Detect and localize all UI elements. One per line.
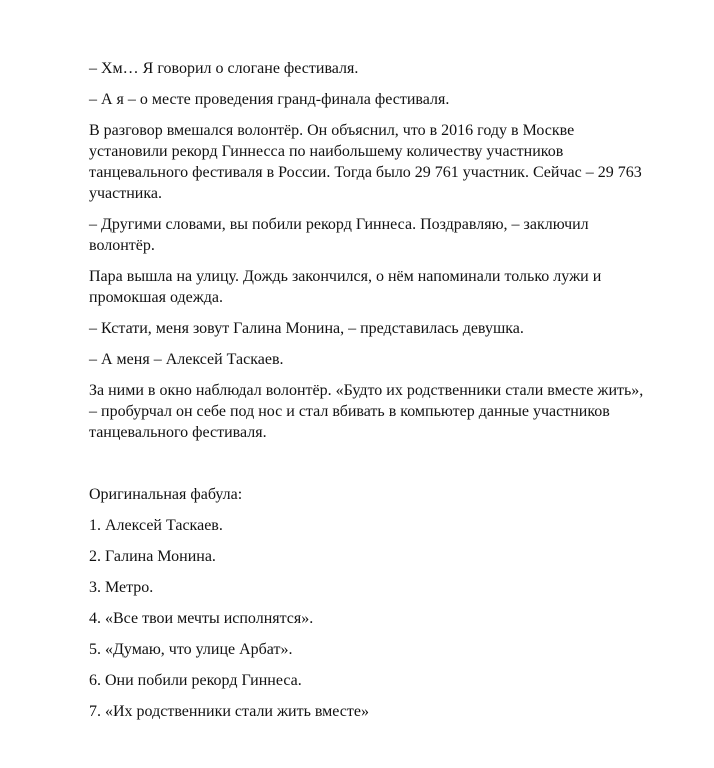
list-item: 6. Они побили рекорд Гиннеса. (89, 672, 302, 689)
paragraph-6: – Кстати, меня зовут Галина Монина, – представилась девушка. (89, 320, 524, 337)
plot-heading: Оригинальная фабула: (89, 486, 243, 503)
paragraph-3: В разговор вмешался волонтёр. Он объяснил, что в 2016 году в Москве установили рекорд Гиннесса по наибольшему количеству участников танцевального фестиваля в России. Тогда было 29 761 участник. Сейчас – 29 763 участника. (89, 122, 642, 202)
plot-list (89, 515, 649, 722)
paragraph-5: Пара вышла на улицу. Дождь закончился, о нём напоминали только лужи и промокшая одежда. (89, 268, 602, 306)
list-item: 5. «Думаю, что улице Арбат». (89, 641, 293, 658)
paragraph-1: – Хм… Я говорил о слогане фестиваля. (89, 60, 359, 77)
paragraph-2: – А я – о месте проведения гранд-финала фестиваля. (89, 91, 450, 108)
list-item: 3. Метро. (89, 579, 154, 596)
list-item: 7. «Их родственники стали жить вместе» (89, 703, 369, 720)
paragraph-4: – Другими словами, вы побили рекорд Гиннеса. Поздравляю, – заключил волонтёр. (89, 216, 589, 254)
list-item: 2. Галина Монина. (89, 548, 216, 565)
paragraph-7: – А меня – Алексей Таскаев. (89, 351, 284, 368)
section-spacer (89, 453, 649, 484)
list-item: 4. «Все твои мечты исполнятся». (89, 610, 314, 627)
paragraph-8: За ними в окно наблюдал волонтёр. «Будто их родственники стали вместе жить», – пробурчал он себе под нос и стал вбивать в компьютер данные участников танцевального фестиваля. (89, 382, 644, 441)
list-item: 1. Алексей Таскаев. (89, 517, 223, 534)
document-page (89, 58, 649, 732)
